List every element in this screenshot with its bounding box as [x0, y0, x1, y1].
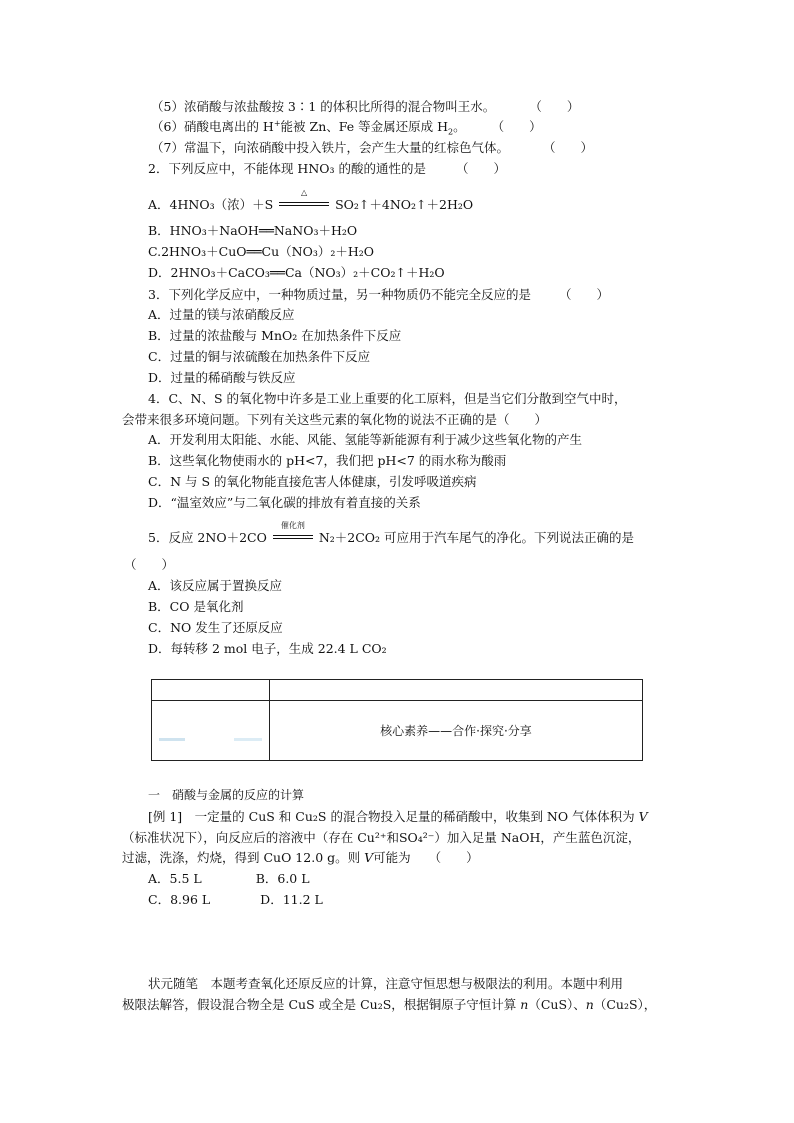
note-line2: 极限法解答，假设混合物全是 CuS 或全是 Cu₂S，根据铜原子守恒计算 n（CuS）、n（Cu₂S）， — [122, 997, 657, 1012]
question-5-option-d: D．每转移 2 mol 电子，生成 22.4 L CO₂ — [148, 641, 387, 656]
section-title: 一 硝酸与金属的反应的计算 — [148, 788, 305, 802]
example-1-line2: （标准状况下），向反应后的溶液中（存在 Cu²⁺和SO₄²⁻）加入足量 NaOH，产生蓝色沉淀， — [122, 830, 641, 845]
question-4-option-d: D．“温室效应”与二氧化碳的排放有着直接的关系 — [148, 495, 421, 510]
answer-paren: （ ） — [529, 99, 580, 114]
answer-paren: （ ） — [456, 161, 507, 176]
decorative-stripe — [234, 738, 262, 741]
answer-paren: （ ） — [491, 119, 542, 134]
judgment-6: （6）硝酸电离出的 H+能被 Zn、Fe 等金属还原成 $H_2$。 （ ） — [151, 118, 542, 137]
question-4-option-b: B．这些氧化物使雨水的 pH<7，我们把 pH<7 的雨水称为酸雨 — [148, 453, 507, 468]
banner-title: 核心素养——合作·探究·分享 — [380, 724, 532, 738]
question-3-option-c: C．过量的铜与浓硫酸在加热条件下反应 — [148, 349, 371, 364]
question-4-option-c: C．N 与 S 的氧化物能直接危害人体健康，引发呼吸道疾病 — [148, 474, 477, 489]
question-2-option-c: C.2HNO₃＋CuO══Cu（NO₃）₂＋H₂O — [148, 244, 375, 259]
note-line1: 状元随笔 本题考查氧化还原反应的计算，注意守恒思想与极限法的利用。本题中利用 — [148, 976, 624, 991]
question-5-option-b: B．CO 是氧化剂 — [148, 599, 244, 614]
question-3-option-a: A．过量的镁与浓硝酸反应 — [148, 307, 295, 322]
reaction-condition-arrow: △ — [277, 194, 331, 212]
question-2-option-b: B．HNO₃＋NaOH══NaNO₃＋H₂O — [148, 223, 358, 238]
answer-paren: （ ） — [124, 557, 175, 572]
question-3-option-b: B．过量的浓盐酸与 MnO₂ 在加热条件下反应 — [148, 328, 402, 343]
question-4-stem-line2: 会带来很多环境问题。下列有关这些元素的氧化物的说法不正确的是（ ） — [122, 412, 548, 427]
question-5-option-a: A．该反应属于置换反应 — [148, 578, 283, 593]
core-literacy-banner — [151, 679, 643, 761]
question-3-stem: 3．下列化学反应中，一种物质过量，另一种物质仍不能完全反应的是 （ ） — [148, 287, 609, 302]
question-3-option-d: D．过量的稀硝酸与铁反应 — [148, 370, 296, 385]
question-2-stem: 2．下列反应中，不能体现 HNO₃ 的酸的通性的是 （ ） — [148, 161, 507, 176]
question-4-option-a: A．开发利用太阳能、水能、风能、氢能等新能源有利于减少这些氧化物的产生 — [148, 432, 583, 447]
question-5-stem: 5．反应 2NO＋2CO 催化剂 N₂＋2CO₂ 可应用于汽车尾气的净化。下列说法正确的是 — [148, 521, 635, 545]
question-4-stem-line1: 4．C、N、S 的氧化物中许多是工业上重要的化工原料，但是当它们分散到空气中时， — [148, 391, 627, 406]
judgment-5: （5）浓硝酸与浓盐酸按 3∶1 的体积比所得的混合物叫王水。 （ ） — [151, 99, 580, 114]
question-5-option-c: C．NO 发生了还原反应 — [148, 620, 283, 635]
decorative-stripe — [159, 738, 185, 741]
answer-paren: （ ） — [428, 850, 479, 865]
example-1-line3: 过滤，洗涤，灼烧，得到 CuO 12.0 g。则 V可能为 （ ） — [122, 850, 479, 865]
catalyst-condition-arrow: 催化剂 — [271, 527, 315, 545]
example-1-line1: [例 1] 一定量的 CuS 和 Cu₂S 的混合物投入足量的稀硝酸中，收集到 NO 气体体积为 V — [148, 809, 648, 824]
example-1-options-cd: C．8.96 L D．11.2 L — [148, 892, 323, 907]
answer-paren: （ ） — [558, 287, 609, 302]
question-2-option-a: A．4HNO₃（浓）＋S △ SO₂↑＋4NO₂↑＋2H₂O — [148, 188, 474, 212]
question-2-option-d: D．2HNO₃＋CaCO₃══Ca（NO₃）₂＋CO₂↑＋H₂O — [148, 265, 445, 280]
judgment-7: （7）常温下，向浓硝酸中投入铁片，会产生大量的红棕色气体。 （ ） — [151, 140, 593, 155]
answer-paren: （ ） — [542, 140, 593, 155]
example-1-options-ab: A．5.5 L B．6.0 L — [148, 871, 310, 886]
